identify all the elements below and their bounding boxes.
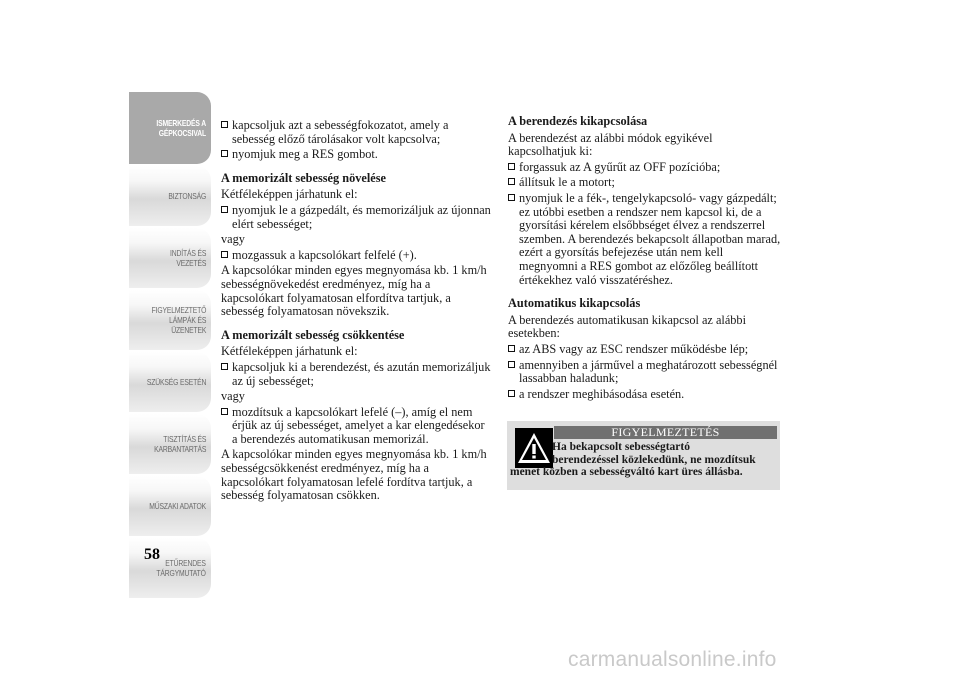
paragraph: A berendezést az alábbi módok egyikével kapcsolhatjuk ki: bbox=[508, 130, 713, 159]
page-number: 58 bbox=[144, 546, 160, 563]
checkbox-bullet-icon bbox=[221, 251, 228, 258]
checkbox-bullet-icon bbox=[508, 361, 515, 368]
tab-targymutato[interactable] bbox=[129, 538, 211, 598]
warning-line: berendezéssel közlekedünk, ne mozdítsuk menet közben a sebességváltó kart üres állásba. bbox=[510, 453, 756, 479]
checkbox-bullet-icon bbox=[508, 194, 515, 201]
checkbox-bullet-icon bbox=[221, 408, 228, 415]
checkbox-bullet-icon bbox=[221, 121, 228, 128]
tab-label: INDÍTÁS ÉS VEZETÉS bbox=[169, 248, 206, 268]
list-item: nyomjuk le a fék-, tengelykapcsoló- vagy gázpedált; ez utóbbi esetben a rendszer nem kapcsol ki, de a gyorsítási kérelem elsőbbséget élvez a rendszerrel szemben. A berendezés bekapcsolt állapotban marad, ezért a gyorsítás befejezése után nem kell megnyomni a RES gombot az előzőleg beállított értékekhez való visszatéréshez. bbox=[508, 192, 782, 287]
section-heading: A memorizált sebesség növelése bbox=[221, 170, 386, 185]
section-heading: A memorizált sebesség csökkentése bbox=[221, 327, 405, 342]
list-item: a rendszer meghibásodása esetén. bbox=[508, 388, 782, 402]
paragraph: A kapcsolókar minden egyes megnyomása kb. 1 km/h sebességcsökkenést eredményez, míg ha a kapcsolókart folyamatosan lefelé fordítva tartjuk, a sebesség folyamatosan csökken. bbox=[221, 447, 487, 503]
tab-ismerkedes[interactable] bbox=[129, 92, 211, 164]
text-column-left bbox=[221, 117, 493, 503]
paragraph: Kétféleképpen járhatunk el: bbox=[221, 344, 358, 359]
tab-muszaki[interactable] bbox=[129, 476, 211, 536]
text-column-right bbox=[508, 115, 782, 403]
tab-label: FIGYELMEZTETŐ LÁMPÁK ÉS ÜZENETEK bbox=[151, 305, 206, 335]
tab-label: BIZTONSÁG bbox=[168, 191, 206, 201]
list-item: kapcsoljuk ki a berendezést, és azután memorizáljuk az új sebességet; bbox=[221, 361, 493, 388]
tab-label: ISMERKEDÉS A GÉPKOCSIVAL bbox=[156, 118, 206, 138]
tab-label: ETŰRENDES TÁRGYMUTATÓ bbox=[156, 558, 206, 578]
warning-box bbox=[507, 421, 780, 490]
checkbox-bullet-icon bbox=[508, 345, 515, 352]
section-heading: Automatikus kikapcsolás bbox=[508, 296, 641, 311]
warning-text bbox=[510, 441, 778, 479]
tab-label: TISZTÍTÁS ÉS KARBANTARTÁS bbox=[153, 434, 206, 454]
tab-figyelmezteto[interactable] bbox=[129, 290, 211, 350]
tab-inditas[interactable] bbox=[129, 228, 211, 288]
tab-szukseg[interactable] bbox=[129, 352, 211, 412]
tab-biztonsag[interactable] bbox=[129, 166, 211, 226]
chapter-sidebar bbox=[129, 108, 211, 600]
watermark: carmanualsonline.info bbox=[568, 648, 777, 671]
checkbox-bullet-icon bbox=[508, 390, 515, 397]
list-item: kapcsoljuk azt a sebességfokozatot, amely a sebesség előző tárolásakor volt kapcsolva; bbox=[221, 119, 493, 146]
list-item: az ABS vagy az ESC rendszer működésbe lép; bbox=[508, 343, 782, 357]
paragraph: A kapcsolókar minden egyes megnyomása kb. 1 km/h sebességnövekedést eredményez, míg ha a kapcsolókart folyamatosan elfordítva tartjuk, a sebesség folyamatosan növekszik. bbox=[221, 263, 487, 319]
paragraph: A berendezés automatikusan kikapcsol az alábbi esetekben: bbox=[508, 312, 746, 341]
list-item: nyomjuk le a gázpedált, és memorizáljuk az újonnan elért sebességet; bbox=[221, 204, 493, 231]
checkbox-bullet-icon bbox=[221, 363, 228, 370]
section-heading: A berendezés kikapcsolása bbox=[508, 114, 648, 128]
warning-line: Ha bekapcsolt sebességtartó bbox=[552, 441, 690, 453]
paragraph: Kétféleképpen járhatunk el: bbox=[221, 187, 358, 202]
list-item: nyomjuk meg a RES gombot. bbox=[221, 148, 493, 162]
warning-title: FIGYELMEZTETÉS bbox=[554, 426, 777, 439]
tab-label: MŰSZAKI ADATOK bbox=[149, 501, 206, 511]
checkbox-bullet-icon bbox=[508, 178, 515, 185]
list-item: állítsuk le a motort; bbox=[508, 176, 782, 190]
list-item: forgassuk az A gyűrűt az OFF pozícióba; bbox=[508, 161, 782, 175]
checkbox-bullet-icon bbox=[221, 150, 228, 157]
checkbox-bullet-icon bbox=[221, 206, 228, 213]
list-item: mozdítsuk a kapcsolókart lefelé (–), amíg el nem érjük az új sebességet, amelyet a kar elengedésekor a berendezés automatikusan memorizál. bbox=[221, 406, 493, 447]
list-item: mozgassuk a kapcsolókart felfelé (+). bbox=[221, 249, 493, 263]
paragraph: vagy bbox=[221, 389, 245, 404]
checkbox-bullet-icon bbox=[508, 163, 515, 170]
tab-tisztitas[interactable] bbox=[129, 414, 211, 474]
paragraph: vagy bbox=[221, 232, 245, 247]
list-item: amennyiben a járművel a meghatározott sebességnél lassabban haladunk; bbox=[508, 359, 782, 386]
tab-label: SZÜKSÉG ESETÉN bbox=[146, 377, 206, 387]
